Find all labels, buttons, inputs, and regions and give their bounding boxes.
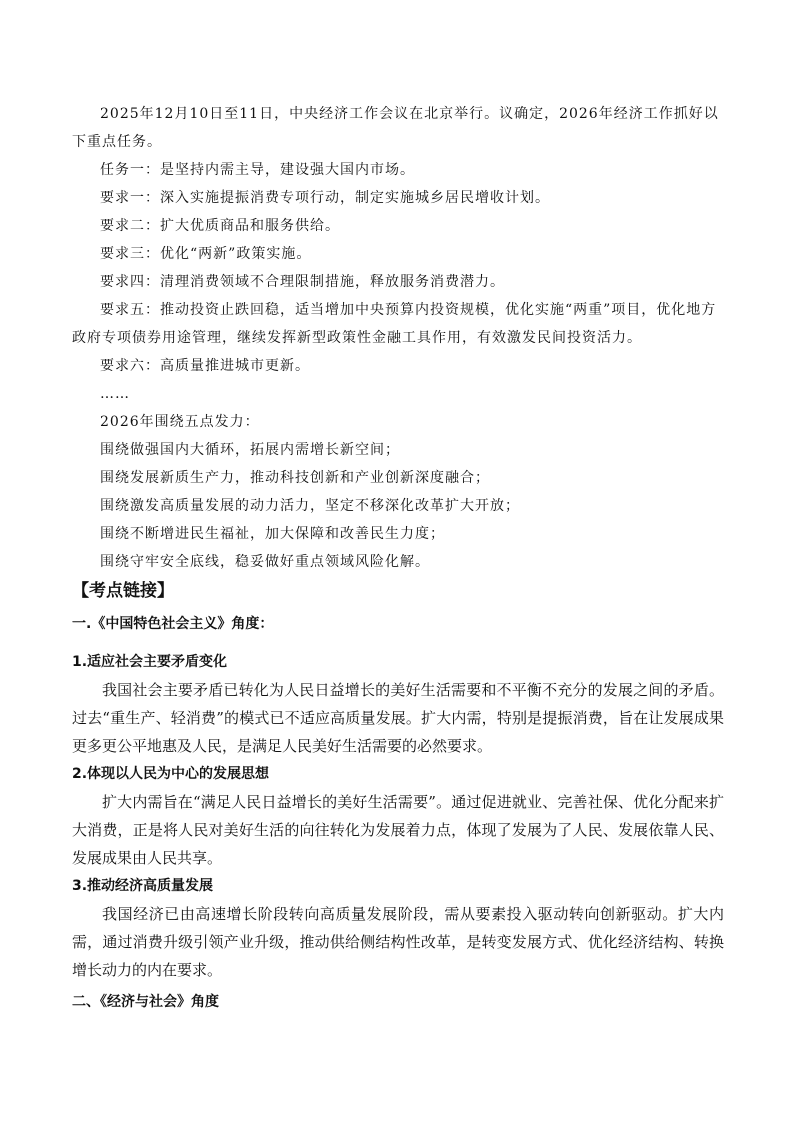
focus-heading-line: 2026年围绕五点发力：: [100, 414, 260, 430]
document-content: [72, 100, 724, 1016]
requirement-line: 要求三：优化“两新”政策实施。: [100, 246, 312, 262]
requirement-line: 要求四：清理消费领域不合理限制措施，释放服务消费潜力。: [100, 274, 505, 290]
task-line: 任务一：是坚持内需主导，建设强大国内市场。: [100, 162, 415, 178]
point-body: 扩大内需旨在“满足人民日益增长的美好生活需要”。通过促进就业、完善社保、优化分配来扩大消费，正是将人民对美好生活的向往转化为发展着力点，体现了发展为了人民、发展依靠人民、发展成果由人民共享。: [72, 793, 724, 867]
requirement-line: 要求二：扩大优质商品和服务供给。: [100, 218, 340, 234]
requirement-line: 要求六：高质量推进城市更新。: [100, 358, 310, 374]
intro-paragraph: 2025年12月10日至11日，中央经济工作会议在北京举行。议确定，2026年经济工作抓好以下重点任务。: [72, 106, 719, 150]
focus-line: 围绕激发高质量发展的动力活力，坚定不移深化改革扩大开放；: [100, 498, 520, 514]
requirement-line: 要求五：推动投资止跌回稳，适当增加中央预算内投资规模，优化实施“两重”项目，优化地方政府专项债券用途管理，继续发挥新型政策性金融工具作用，有效激发民间投资活力。: [72, 302, 717, 346]
section-heading: 一.《中国特色社会主义》角度：: [72, 616, 274, 632]
section-heading: 二、《经济与社会》角度: [72, 994, 219, 1010]
focus-line: 围绕不断增进民生福祉，加大保障和改善民生力度；: [100, 526, 445, 542]
spacer: [72, 640, 724, 648]
focus-line: 围绕做强国内大循环，拓展内需增长新空间；: [100, 442, 400, 458]
requirement-line: 要求一：深入实施提振消费专项行动，制定实施城乡居民增收计划。: [100, 190, 550, 206]
focus-line: 围绕守牢安全底线，稳妥做好重点领域风险化解。: [100, 554, 430, 570]
point-heading: 1.适应社会主要矛盾变化: [72, 654, 228, 670]
point-body: 我国社会主要矛盾已转化为人民日益增长的美好生活需要和不平衡不充分的发展之间的矛盾。过去“重生产、轻消费”的模式已不适应高质量发展。扩大内需，特别是提振消费，旨在让发展成果更多更公平地惠及人民，是满足人民美好生活需要的必然要求。: [72, 681, 724, 755]
ellipsis-line: ……: [100, 386, 130, 402]
point-heading: 3.推动经济高质量发展: [72, 878, 214, 894]
section-bracket-heading: 【考点链接】: [72, 581, 174, 601]
point-heading: 2.体现以人民为中心的发展思想: [72, 766, 270, 782]
point-body: 我国经济已由高速增长阶段转向高质量发展阶段，需从要素投入驱动转向创新驱动。扩大内需，通过消费升级引领产业升级，推动供给侧结构性改革，是转变发展方式、优化经济结构、转换增长动力的内在要求。: [72, 905, 724, 979]
focus-line: 围绕发展新质生产力，推动科技创新和产业创新深度融合；: [100, 470, 490, 486]
